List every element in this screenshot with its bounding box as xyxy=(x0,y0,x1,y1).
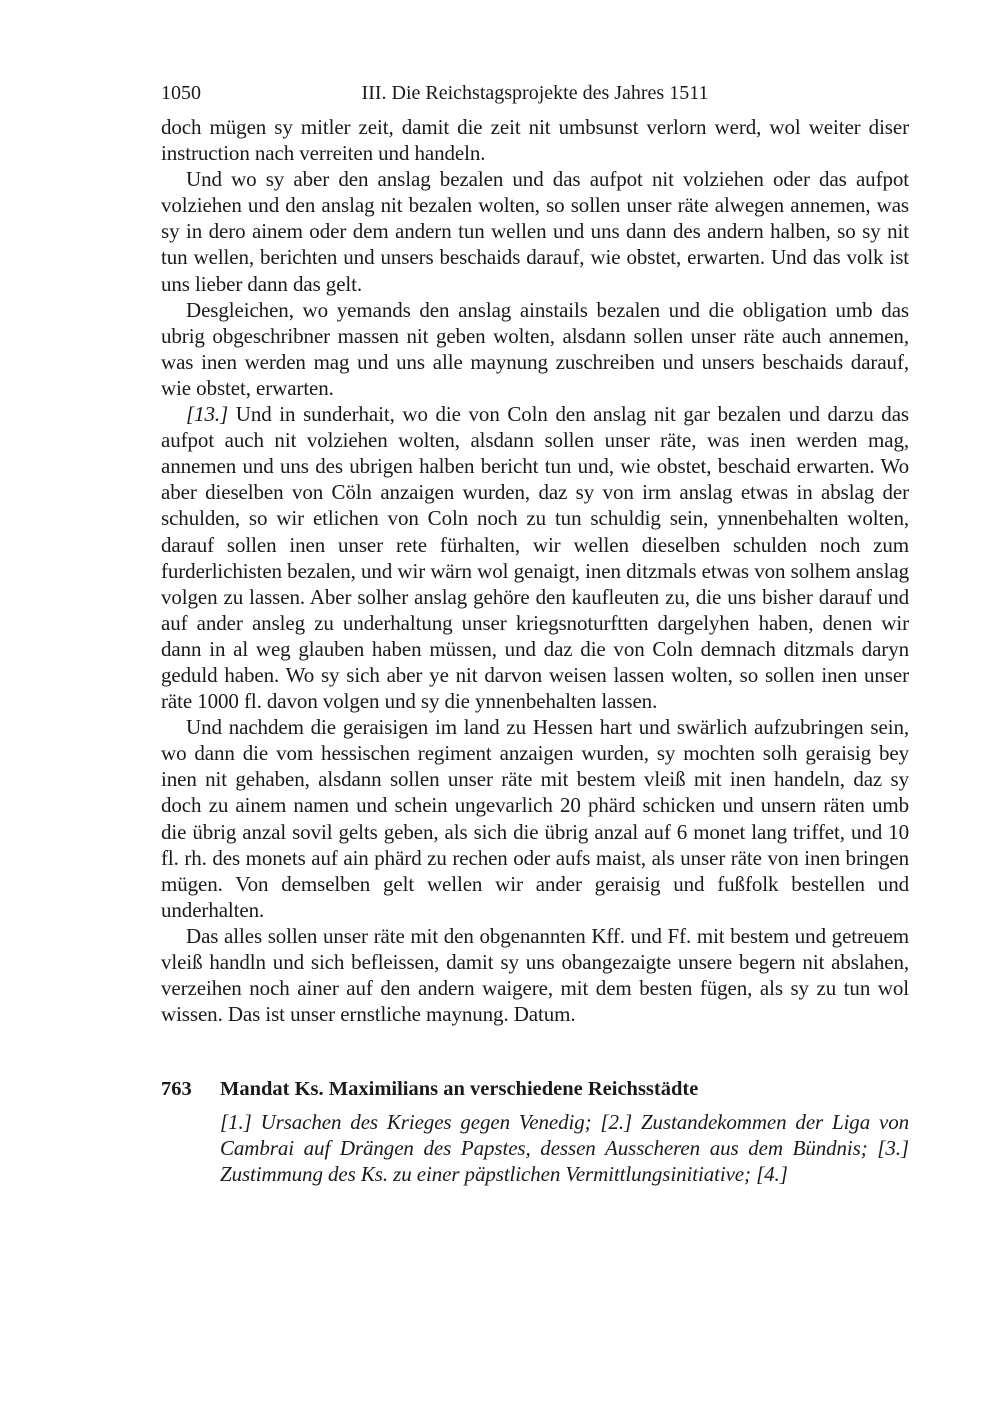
paragraph: Und nachdem die geraisigen im land zu Hessen hart und swärlich aufzubringen sein, wo dann die vom hessischen regiment anzaigen wurden, sy mochten solh geraisig bey inen nit gehaben, alsdann sollen unser räte mit bestem vleiß mit inen handeln, daz sy doch zu ainem namen und schein ungevarlich 20 phärd schicken und unsern räten umb die übrig anzal sovil gelts geben, als sich die übrig anzal auf 6 monet lang triffet, und 10 fl. rh. des monets auf ain phärd zu rechen oder aufs maist, als unser räte von inen bringen mügen. Von demselben gelt wellen wir ander geraisig und fußfolk bestellen und underhalten. xyxy=(161,715,909,922)
paragraph: Desgleichen, wo yemands den anslag ainstails bezalen und die obligation umb das ubrig obgeschribner massen nit geben wolten, alsdann sollen unser räte auch annemen, was inen werden mag und uns alle maynung zuschreiben und unsers beschaids darauf, wie obstet, erwarten. xyxy=(161,297,909,400)
paragraph: Und wo sy aber den anslag bezalen und das aufpot nit volziehen oder das aufpot volziehen und den anslag nit bezalen wolten, so sollen unser räte alwegen annemen, was sy in dero ainem oder dem andern tun wellen und uns dann des andern halben, so sy nit tun wellen, berichten und unsers beschaids darauf, wie obstet, erwarten. Und das volk ist uns lieber dann das gelt. xyxy=(161,167,909,296)
paragraph: Das alles sollen unser räte mit den obgenannten Kff. und Ff. mit bestem und getreuem vleiß handln und sich befleissen, damit sy uns obangezaigte unsere begern nit abslahen, verzeihen noch ainer auf den andern waigere, mit dem besten fügen, als sy zu tun wol wissen. Das ist unser ernstliche maynung. Datum. xyxy=(161,923,909,1027)
document-summary: [1.] Ursachen des Krieges gegen Venedig; [2.] Zustandekommen der Liga von Cambrai auf Drängen des Papstes, dessen Ausscheren aus dem Bündnis; [3.] Zustimmung des Ks. zu einer päpstlichen Vermittlungsinitiative; [4.] xyxy=(220,1110,909,1187)
page-number: 1050 xyxy=(161,82,201,104)
document-title: Mandat Ks. Maximilians an verschiedene Reichsstädte xyxy=(220,1078,699,1101)
running-head xyxy=(161,78,909,114)
running-head-title: III. Die Reichstagsprojekte des Jahres 1511 xyxy=(361,82,709,104)
body-text xyxy=(161,114,909,1027)
document-page xyxy=(161,78,909,1187)
document-heading xyxy=(161,1076,909,1102)
paragraph: [13.] Und in sunderhait, wo die von Coln den anslag nit gar bezalen und darzu das aufpot auch nit volziehen wolten, alsdann sollen unser räte, was inen werden mag, annemen und uns des ubrigen halben bericht tun und, wie obstet, beschaid erwarten. Wo aber dieselben von Cöln anzaigen wurden, daz sy von irm anslag etwas in abslag der schulden, so wir etlichen von Coln noch zu tun schuldig sein, ynnenbehalten wolten, darauf sollen inen unser rete fürhalten, wir wellen dieselben schulden noch zum furderlichisten bezalen, und wir wärn wol genaigt, inen ditzmals etwas von solhem anslag volgen zu lassen. Aber solher anslag gehöre den kaufleuten zu, die uns bisher darauf und auf ander ansleg zu underhaltung unser kriegsnoturftten dargelyhen haben, denen wir dann in al weg glauben haben müssen, und daz die von Coln demnach ditzmals daryn geduld haben. Wo sy sich aber ye nit darvon weisen lassen wolten, so sollen inen unser räte 1000 fl. davon volgen und sy die ynnenbehalten lassen. xyxy=(161,402,909,714)
section-reference: [13.] xyxy=(186,402,229,427)
document-number: 763 xyxy=(161,1078,192,1101)
paragraph: doch mügen sy mitler zeit, damit die zeit nit umbsunst verlorn werd, wol weiter diser instruction nach verreiten und handeln. xyxy=(161,115,909,166)
